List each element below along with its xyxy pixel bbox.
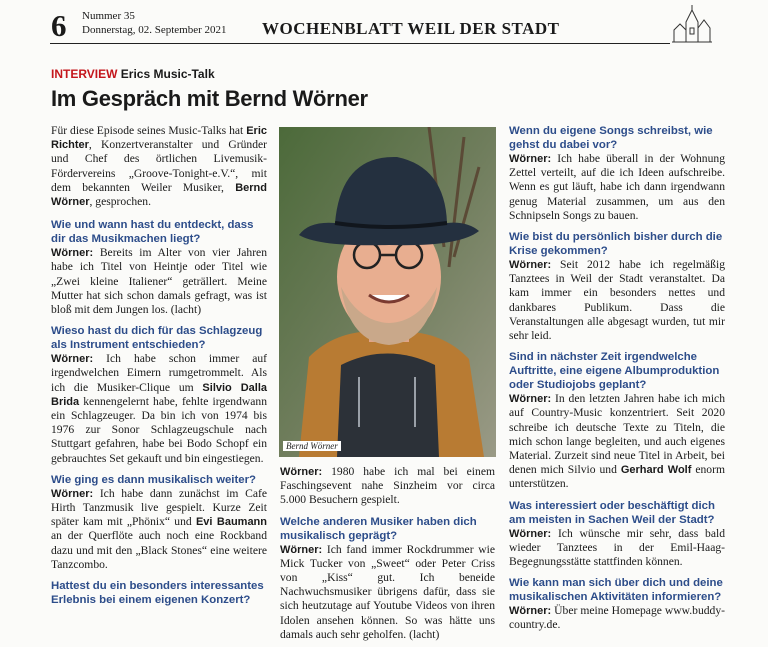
answer-4: Wörner: 1980 habe ich mal bei einem Faschingsevent nahe Sinzheim vor circa 5.000 Besuchern gespielt. <box>280 465 495 507</box>
question-10: Wie kann man sich über dich und deine musikalischen Aktivitäten informieren? <box>509 577 723 604</box>
question-3: Wie ging es dann musikalisch weiter? <box>51 473 256 486</box>
photo-caption: Bernd Wörner <box>283 441 341 451</box>
question-4: Hattest du ein besonders interessantes Erlebnis bei einem eigenen Konzert? <box>51 580 264 607</box>
article-headline: Im Gespräch mit Bernd Wörner <box>51 86 368 111</box>
article-kicker <box>51 67 215 81</box>
question-7: Wie bist du persönlich bisher durch die Krise gekommen? <box>509 231 723 258</box>
answer-6: Wörner: Ich habe überall in der Wohnung Zettel verteilt, auf die ich Ideen aufschreibe. Wenn es gut läuft, habe ich dann irgendwann genug Material zusammen, um aus den Schnipseln Songs zu bauen. <box>509 152 725 222</box>
header-divider <box>50 43 670 44</box>
article-column-3 <box>509 124 725 633</box>
article-column-2 <box>280 465 495 642</box>
question-6: Wenn du eigene Songs schreibst, wie gehst du dabei vor? <box>509 125 713 151</box>
answer-1: Wörner: Bereits im Alter von vier Jahren habe ich Titel von Heintje oder Titel wie „Zwei kleine Italiener“ geträllert. Meine Mutter hat sich schon damals gefragt, was ist bloß mit dem Jungen los. (lacht) <box>51 246 267 317</box>
kicker-category: INTERVIEW <box>51 67 118 81</box>
kicker-series: Erics Music-Talk <box>120 67 215 81</box>
portrait-photo <box>279 127 496 457</box>
town-church-logo <box>670 4 714 44</box>
article-column-1 <box>51 124 267 607</box>
question-1: Wie und wann hast du entdeckt, dass dir das Musikmachen liegt? <box>51 219 254 246</box>
answer-2: Wörner: Ich habe schon immer auf irgendwelchen Eimern rumgetrommelt. Als ich die Musiker-Clique um Silvio Dalla Brida kennengelernt habe, fehlte irgendwann ein Schlagzeuger. Da bin ich von 1974 bis 1976 zur Sonor Schlagzeugschule nach Stuttgart gefahren, habe bei Bodo Schopf ein gebrauchtes Set gekauft und bin eingestiegen. <box>51 352 267 465</box>
newspaper-title: WOCHENBLATT WEIL DER STADT <box>262 19 560 38</box>
answer-3: Wörner: Ich habe dann zunächst im Cafe Hirth Tanzmusik live gespielt. Kurze Zeit später kam mit „Phönix“ und Evi Baumann an der Querflöte auch noch eine Rockband dazu und mit den „Black Stones“ eine weitere Tanzcombo. <box>51 486 267 571</box>
question-9: Was interessiert oder beschäftigt dich am meisten in Sachen Weil der Stadt? <box>509 499 715 526</box>
question-2: Wieso hast du dich für das Schlagzeug als Instrument entschieden? <box>51 325 263 352</box>
answer-10: Wörner: Über meine Homepage www.buddy-country.de. <box>509 604 725 632</box>
issue-info <box>82 9 227 37</box>
question-8: Sind in nächster Zeit irgendwelche Auftritte, eine eigene Albumproduktion oder Studiojobs geplant? <box>509 351 720 392</box>
intro-paragraph: Für diese Episode seines Music-Talks hat Eric Richter, Konzertveranstalter und Gründer und Chef des örtlichen Livemusik-Fördervereins „Groove-Tonight-e.V.“, mit dem bekannten Weiler Musiker, Bernd Wörner, gesprochen. <box>51 124 267 209</box>
question-5: Welche anderen Musiker haben dich musikalisch geprägt? <box>280 515 477 542</box>
issue-number: Nummer 35 <box>82 10 135 22</box>
answer-9: Wörner: Ich wünsche mir sehr, dass bald wieder Tanztees in der Emil-Haag-Begegnungsstätte stattfinden können. <box>509 526 725 569</box>
answer-7: Wörner: Seit 2012 habe ich regelmäßig Tanztees in Weil der Stadt veranstaltet. Da kam immer ein besonders nettes und dankbares Publikum. Dass die Veranstaltungen alle abgesagt wurden, tut mir sehr leid. <box>509 258 725 343</box>
issue-date: Donnerstag, 02. September 2021 <box>82 24 227 36</box>
answer-5: Wörner: Ich fand immer Rockdrummer wie Mick Tucker von „Sweet“ oder Peter Criss von „Kiss“ gut. Ich beneide Nachwuchsmusiker übrigens dafür, dass sie sich heutzutage auf Youtube Videos von ihren Idolen ansehen können. So was hätte uns damals auch sehr geholfen. (lacht) <box>280 542 495 641</box>
page-number: 6 <box>51 8 67 43</box>
answer-8: Wörner: In den letzten Jahren habe ich mich auf Country-Music konzentriert. Seit 2020 schreibe ich deutsche Texte zu Titeln, die mich schon lange begleiten, und auch eigenes Material. Zurzeit sind neue Titel in Arbeit, bei denen mich Silvio und Gerhard Wolf enorm unterstützen. <box>509 392 725 491</box>
